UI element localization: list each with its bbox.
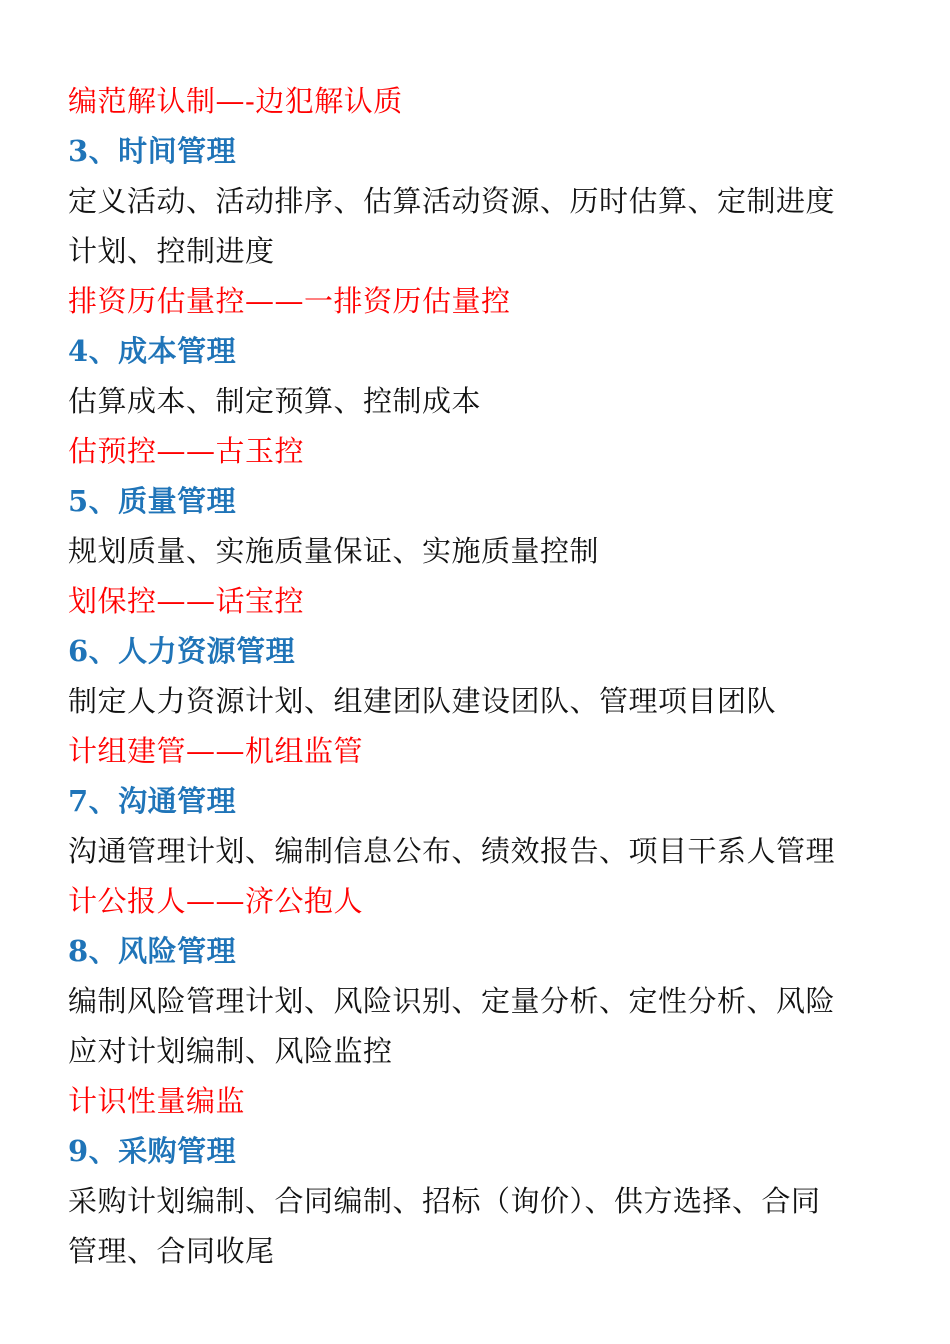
mnemonic-line: 排资历估量控——一排资历估量控	[68, 284, 511, 318]
body-line: 编制风险管理计划、风险识别、定量分析、定性分析、风险	[68, 984, 836, 1018]
body-line: 制定人力资源计划、组建团队建设团队、管理项目团队	[68, 684, 777, 718]
section-heading-communication-management: 7、沟通管理	[68, 784, 237, 818]
mnemonic-line: 计公报人——济公抱人	[68, 884, 364, 918]
section-heading-procurement-management: 9、采购管理	[68, 1134, 237, 1168]
mnemonic-line: 计组建管——机组监管	[68, 734, 364, 768]
body-line: 采购计划编制、合同编制、招标（询价）、供方选择、合同	[68, 1184, 821, 1218]
body-line: 应对计划编制、风险监控	[68, 1034, 393, 1068]
section-heading-risk-management: 8、风险管理	[68, 934, 237, 968]
mnemonic-line: 估预控——古玉控	[68, 434, 305, 468]
body-line: 沟通管理计划、编制信息公布、绩效报告、项目干系人管理	[68, 834, 836, 868]
section-heading-quality-management: 5、质量管理	[68, 484, 237, 518]
section-heading-hr-management: 6、人力资源管理	[68, 634, 296, 668]
mnemonic-line: 划保控——话宝控	[68, 584, 305, 618]
mnemonic-line: 计识性量编监	[68, 1084, 246, 1118]
document-page	[68, 76, 898, 1276]
body-line: 计划、控制进度	[68, 234, 275, 268]
section-heading-cost-management: 4、成本管理	[68, 334, 237, 368]
mnemonic-line: 编范解认制—-边犯解认质	[68, 84, 403, 118]
section-heading-time-management: 3、时间管理	[68, 134, 237, 168]
body-line: 管理、合同收尾	[68, 1234, 275, 1268]
body-line: 规划质量、实施质量保证、实施质量控制	[68, 534, 600, 568]
body-line: 估算成本、制定预算、控制成本	[68, 384, 482, 418]
body-line: 定义活动、活动排序、估算活动资源、历时估算、定制进度	[68, 184, 836, 218]
